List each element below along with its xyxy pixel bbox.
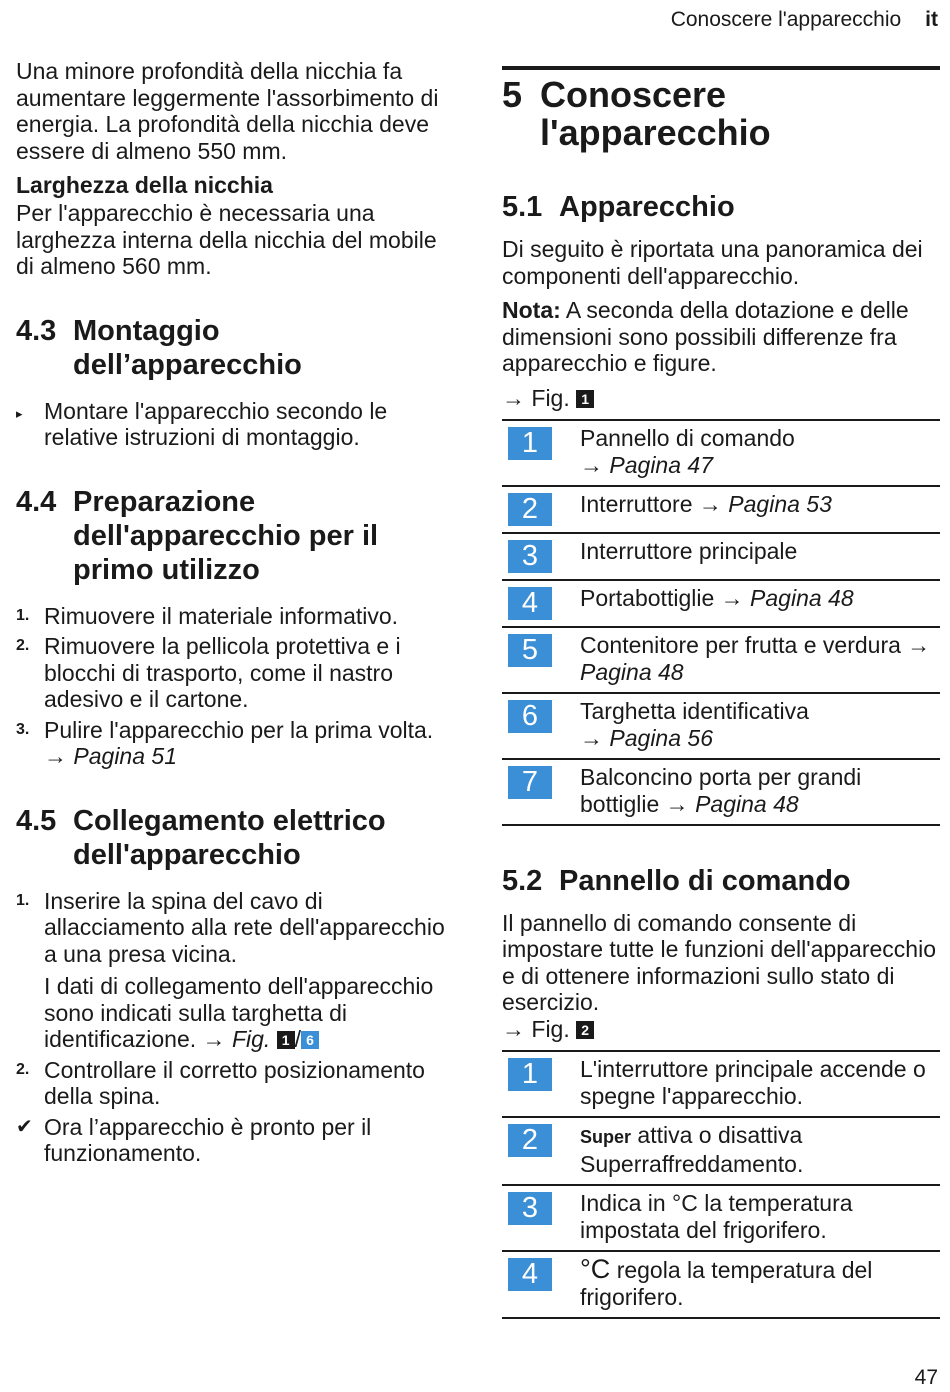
item-text: Balconcino porta per grandi bottiglie [580, 763, 862, 817]
step-note [44, 973, 456, 1053]
step-number: 1. [16, 891, 30, 909]
step-item [16, 1057, 456, 1110]
item-number-badge: 6 [508, 700, 552, 733]
item-description [580, 425, 940, 479]
section-title: Preparazione dell'apparecchio per il primo utilizzo [73, 485, 379, 586]
step-number: 1. [16, 606, 30, 624]
right-arrow-icon: → [698, 490, 722, 517]
section-number: 5.1 [502, 191, 543, 223]
right-arrow-icon: → [580, 724, 603, 751]
table-row [502, 628, 940, 694]
figure-link[interactable]: Fig. [531, 384, 570, 411]
table-row [502, 1252, 940, 1319]
right-arrow-icon: → [502, 384, 525, 411]
control-panel-paragraph: Il pannello di comando consente di impostare tutte le funzioni dell'apparecchio e di ottenere informazioni sullo stato di esercizio. [502, 909, 936, 1015]
right-column [502, 66, 940, 1319]
section-title: Pannello di comando [559, 864, 851, 897]
section-number: 4.4 [16, 485, 57, 518]
niche-width-heading: Larghezza della nicchia [16, 172, 273, 198]
niche-width-paragraph: Per l'apparecchio è necessaria una larghezza interna della nicchia del mobile di almeno 560 mm. [16, 200, 437, 279]
item-number-badge: 1 [508, 427, 552, 460]
item-number-badge: 3 [508, 1192, 552, 1225]
item-number-badge: 1 [508, 1058, 552, 1091]
right-arrow-icon: → [907, 631, 931, 658]
item-text: Contenitore per frutta e verdura [580, 631, 901, 658]
niche-depth-paragraph: Una minore profondità della nicchia fa aumentare leggermente l'assorbimento di energia. La profondità della nicchia deve essere di almeno 550 mm. [16, 58, 439, 164]
step-text: Rimuovere il materiale informativo. [44, 602, 399, 629]
item-description [580, 538, 940, 565]
item-text: Targhetta identificativa [580, 697, 809, 724]
right-arrow-icon: → [720, 584, 744, 611]
section-title: Apparecchio [559, 191, 735, 223]
right-arrow-icon: → [502, 1015, 525, 1042]
item-description [580, 491, 940, 518]
section-4-4-heading [16, 485, 456, 587]
step-number: 2. [16, 1060, 30, 1078]
section-number: 4.3 [16, 314, 57, 347]
header-title: Conoscere l'apparecchio [670, 8, 902, 31]
step-item [16, 603, 456, 630]
item-number-badge: 7 [508, 766, 552, 799]
result-item [16, 1114, 456, 1167]
note-paragraph [502, 297, 940, 377]
step-number: 3. [16, 720, 30, 738]
super-button-label: Super [580, 1126, 632, 1147]
section-4-5-heading [16, 804, 456, 872]
page-header [671, 8, 938, 32]
page-reference-link[interactable]: Pagina 48 [750, 584, 854, 611]
right-arrow-icon: → [580, 451, 603, 478]
step-item [16, 717, 456, 770]
language-code: it [925, 8, 938, 31]
celsius-button-label: °C [580, 1253, 611, 1284]
chapter-number: 5 [502, 74, 523, 115]
step-note-text: I dati di collegamento dell'apparecchio sono indicati sulla targhetta di identificazione. [44, 973, 434, 1052]
step-text: Controllare il corretto posizionamento della spina. [44, 1056, 425, 1109]
table-row [502, 694, 940, 760]
item-description [580, 1253, 940, 1311]
triangle-right-icon: ▸ [16, 405, 23, 421]
right-arrow-icon: → [44, 743, 67, 769]
item-number-badge: 5 [508, 634, 552, 667]
chapter-5-heading [502, 66, 940, 152]
table-row [502, 760, 940, 826]
item-text: Portabottiglie [580, 584, 715, 611]
item-number-badge: 4 [508, 587, 552, 620]
section-title: Montaggio dell’apparecchio [73, 314, 302, 381]
section-number: 5.2 [502, 864, 543, 897]
step-text: Inserire la spina del cavo di allacciamento alla rete dell'apparecchio a una presa vicina. [44, 887, 445, 967]
right-arrow-icon: → [665, 790, 689, 817]
right-arrow-icon: → [202, 1026, 226, 1052]
step-item [16, 633, 456, 713]
list-item [16, 398, 456, 451]
item-description [580, 698, 940, 752]
installation-list [16, 398, 456, 451]
figure-badge: 1 [576, 390, 594, 408]
page-reference-link[interactable]: Pagina 48 [580, 658, 684, 685]
item-number-badge: 4 [508, 1258, 552, 1291]
item-text: Interruttore principale [580, 537, 798, 564]
page-reference-link[interactable]: Pagina 51 [73, 743, 177, 769]
page-reference-link[interactable]: Pagina 47 [609, 451, 713, 478]
step-text: Rimuovere la pellicola protettiva e i blocchi di trasporto, come il nastro adesivo e il cartone. [44, 633, 401, 712]
result-text: Ora l’apparecchio è pronto per il funzionamento. [44, 1113, 372, 1166]
section-title: Collegamento elettrico dell'apparecchio [73, 804, 386, 871]
item-description [580, 764, 940, 818]
table-row [502, 1118, 940, 1186]
page-number: 47 [914, 1366, 938, 1389]
figure-link[interactable]: Fig. [531, 1015, 570, 1042]
item-description [580, 1122, 940, 1178]
step-number: 2. [16, 637, 30, 654]
note-text: A seconda della dotazione e delle dimensioni sono possibili differenze fra apparecchio e figure. [502, 297, 909, 376]
step-text: Pulire l'apparecchio per la prima volta. [44, 716, 434, 743]
item-number-badge: 2 [508, 1124, 552, 1157]
control-panel-table [502, 1050, 940, 1319]
item-number-badge: 2 [508, 493, 552, 526]
item-text: Interruttore [580, 490, 693, 517]
first-use-steps [16, 603, 456, 770]
page-reference-link[interactable]: Pagina 56 [609, 724, 713, 751]
figure-reference-link[interactable]: Fig. [231, 1026, 271, 1052]
left-column [16, 58, 456, 1171]
item-text: Indica in °C la temperatura impostata del frigorifero. [580, 1189, 853, 1243]
checkmark-icon: ✔ [16, 1115, 33, 1138]
step-item [16, 888, 456, 1053]
overview-paragraph: Di seguito è riportata una panoramica dei componenti dell'apparecchio. [502, 236, 923, 289]
item-text: Pannello di comando [580, 424, 795, 451]
item-text: attiva o disattiva Superraffreddamento. [580, 1121, 804, 1177]
figure-item-badge: 6 [301, 1031, 319, 1049]
item-text: L'interruttore principale accende o spegne l'apparecchio. [580, 1055, 926, 1109]
section-5-2-heading [502, 864, 940, 898]
components-table [502, 419, 940, 826]
table-row [502, 487, 940, 534]
section-4-3-heading [16, 314, 456, 382]
figure-reference [502, 1016, 940, 1042]
section-number: 4.5 [16, 804, 57, 837]
electrical-connection-steps [16, 888, 456, 1167]
table-row [502, 1052, 940, 1118]
item-description [580, 632, 940, 686]
note-label: Nota: [502, 297, 561, 323]
chapter-title: Conoscere l'apparecchio [540, 74, 771, 153]
figure-badge: 1 [277, 1031, 295, 1049]
section-5-1-heading [502, 190, 940, 224]
item-description [580, 585, 940, 612]
table-row [502, 534, 940, 581]
figure-reference [502, 385, 940, 411]
page-reference-link[interactable]: Pagina 48 [695, 790, 799, 817]
item-text: regola la temperatura del frigorifero. [580, 1256, 873, 1310]
table-row [502, 1186, 940, 1252]
table-row [502, 421, 940, 487]
figure-separator: / [294, 1026, 302, 1052]
table-row [502, 581, 940, 628]
item-number-badge: 3 [508, 540, 552, 573]
figure-badge: 2 [576, 1021, 594, 1039]
page-reference-link[interactable]: Pagina 53 [728, 490, 832, 517]
list-item-text: Montare l'apparecchio secondo le relative istruzioni di montaggio. [44, 397, 388, 450]
